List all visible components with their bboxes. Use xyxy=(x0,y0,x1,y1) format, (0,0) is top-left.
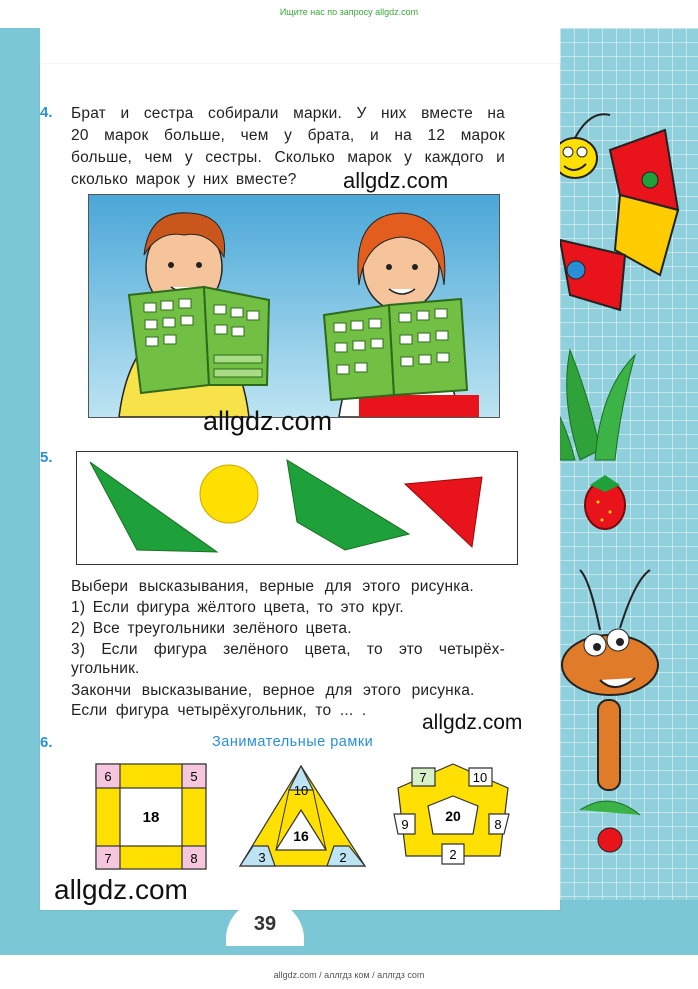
task-5-finish-line: Закончи высказывание, верное для этого рисунка. xyxy=(71,682,475,699)
pentagon-corner-label: 10 xyxy=(472,770,488,785)
watermark: allgdz.com xyxy=(422,711,523,734)
square-corner-label: 8 xyxy=(190,851,198,866)
square-corner-label: 7 xyxy=(104,851,112,866)
task-4-line: Брат и сестра собирали марки. У них вместе на xyxy=(71,105,505,122)
task-5-intro: Выбери высказывания, верные для этого рисунка. xyxy=(71,578,474,595)
pentagon-corner-label: 8 xyxy=(494,817,502,832)
shapes-drawing xyxy=(77,452,517,564)
page-number: 39 xyxy=(226,900,304,946)
task-5-statement: угольник. xyxy=(71,660,140,677)
red-triangle xyxy=(405,477,482,547)
task-6-title: Занимательные рамки xyxy=(212,734,374,750)
butterfly-illustration xyxy=(553,114,678,310)
frames-figure xyxy=(90,758,530,873)
task-5-statement: 3) Если фигура зелёного цвета, то это четырёх- xyxy=(71,641,505,658)
triangle-corner-label: 2 xyxy=(339,850,347,865)
task-4-line: больше, чем у сестры. Сколько марок у каждого и xyxy=(71,149,505,166)
pentagon-corner-label: 9 xyxy=(401,817,409,832)
pentagon-center-label: 20 xyxy=(445,808,461,824)
children-stamps-illustration xyxy=(88,194,500,418)
watermark: allgdz.com xyxy=(203,406,333,436)
triangle-corner-label: 3 xyxy=(258,850,266,865)
strawberry-illustration xyxy=(585,475,625,529)
task-4-number: 4. xyxy=(40,104,53,121)
shapes-figure xyxy=(76,451,518,565)
watermark: allgdz.com xyxy=(343,168,449,193)
square-corner-label: 5 xyxy=(190,769,198,784)
footer-links[interactable]: allgdz.com / аллгдз ком / аллгдз com xyxy=(273,970,425,980)
decoration-characters xyxy=(540,100,698,900)
watermark: allgdz.com xyxy=(54,874,188,905)
square-corner-label: 6 xyxy=(104,769,112,784)
triangle-center-label: 16 xyxy=(293,828,309,844)
pentagon-corner-label: 2 xyxy=(449,847,457,862)
triangle-corner-label: 10 xyxy=(293,783,309,798)
pentagon-corner-label: 7 xyxy=(419,770,427,785)
task-4-line: сколько марок у них вместе? xyxy=(71,171,297,188)
task-5-statement: 2) Все треугольники зелёного цвета. xyxy=(71,620,352,637)
green-triangle xyxy=(90,462,217,552)
task-5-number: 5. xyxy=(40,449,53,466)
task-5-finish-line: Если фигура четырёхугольник, то ... . xyxy=(71,702,367,719)
yellow-circle xyxy=(200,465,258,523)
header-link[interactable]: Ищите нас по запросу allgdz.com xyxy=(279,7,419,17)
square-center-label: 18 xyxy=(142,809,160,826)
children-stamps-drawing xyxy=(89,195,499,417)
background-left xyxy=(0,28,40,953)
triangle-frame xyxy=(240,766,365,866)
task-6-number: 6. xyxy=(40,734,53,751)
task-5-statement: 1) Если фигура жёлтого цвета, то это круг. xyxy=(71,599,404,616)
ant-illustration xyxy=(562,570,658,852)
pentagon-frame xyxy=(394,764,509,864)
square-frame xyxy=(96,764,206,869)
task-4-line: 20 марок больше, чем у брата, и на 12 марок xyxy=(71,127,505,144)
green-quadrilateral xyxy=(287,460,409,550)
